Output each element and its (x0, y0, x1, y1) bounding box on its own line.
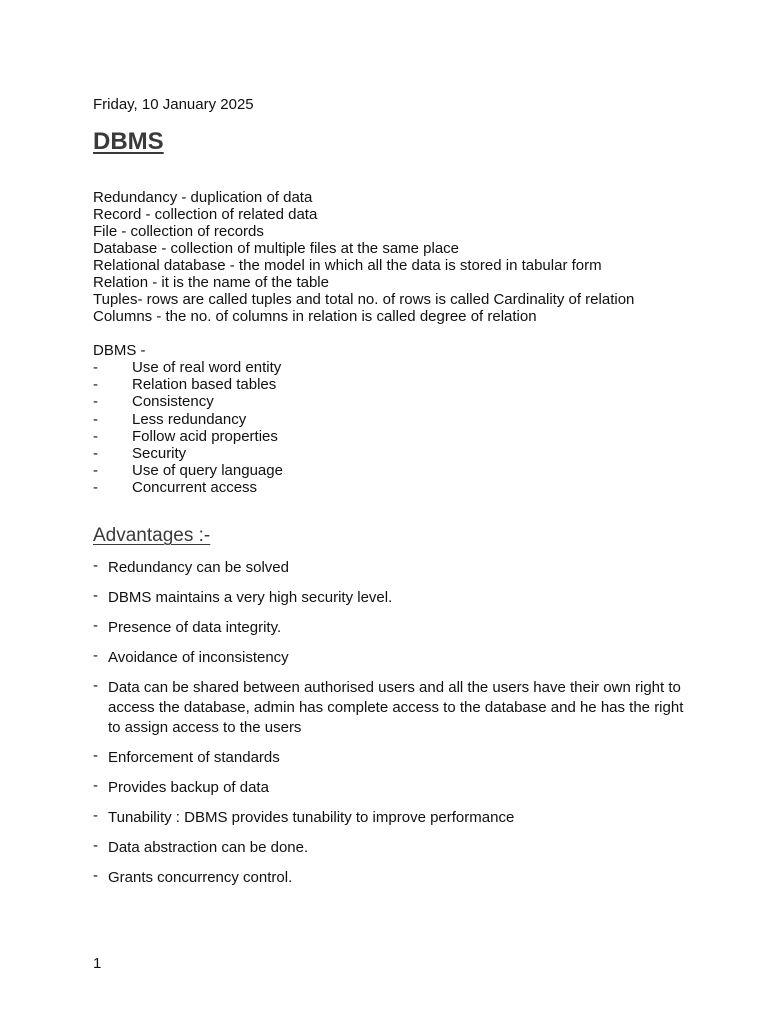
page-number: 1 (93, 955, 102, 972)
bullet-dash: - (93, 777, 98, 794)
feature-item (93, 376, 283, 393)
document-page (93, 0, 743, 1024)
advantage-text: Grants concurrency control. (108, 869, 293, 886)
feature-text: Use of query language (132, 462, 283, 480)
advantage-text: Presence of data integrity. (108, 619, 282, 636)
feature-item (93, 359, 283, 376)
bullet-dash: - (93, 837, 98, 854)
advantage-item (93, 618, 693, 638)
feature-text: Use of real word entity (132, 359, 282, 376)
feature-text: Consistency (132, 393, 214, 411)
advantage-item (93, 838, 693, 858)
definition-item: File - collection of records (93, 223, 264, 240)
bullet-dash: - (93, 410, 98, 428)
features-heading: DBMS - (93, 342, 146, 359)
feature-text: Security (132, 445, 187, 463)
definition-item: Relational database - the model in which all the data is stored in tabular form (93, 257, 602, 274)
bullet-dash: - (93, 807, 98, 824)
bullet-dash: - (93, 427, 98, 445)
bullet-dash: - (93, 617, 98, 634)
advantage-text: Data can be shared between authorised users and all the users have their own right to access the database, admin has complete access to the database and he has the right to assign access to the users (108, 679, 684, 736)
advantage-text: DBMS maintains a very high security level. (108, 589, 393, 606)
bullet-dash: - (93, 647, 98, 664)
bullet-dash: - (93, 393, 98, 411)
definition-item: Database - collection of multiple files at the same place (93, 240, 460, 257)
advantage-text: Redundancy can be solved (108, 559, 289, 576)
bullet-dash: - (93, 867, 98, 884)
advantages-heading: Advantages :- (93, 525, 211, 546)
advantage-text: Tunability : DBMS provides tunability to improve performance (108, 809, 515, 826)
bullet-dash: - (93, 359, 98, 376)
feature-text: Follow acid properties (132, 427, 278, 445)
advantage-text: Provides backup of data (108, 779, 269, 796)
advantage-text: Avoidance of inconsistency (108, 649, 289, 666)
feature-item (93, 411, 283, 428)
features-list (93, 359, 283, 497)
feature-text: Concurrent access (132, 479, 258, 497)
advantage-item (93, 678, 693, 738)
feature-item (93, 462, 283, 479)
bullet-dash: - (93, 376, 98, 394)
bullet-dash: - (93, 587, 98, 604)
bullet-dash: - (93, 479, 98, 497)
advantage-item (93, 808, 693, 828)
page-title: DBMS (93, 128, 164, 155)
definitions-list (93, 189, 634, 325)
feature-item (93, 479, 283, 496)
advantage-text: Data abstraction can be done. (108, 839, 309, 856)
feature-text: Less redundancy (132, 410, 247, 428)
feature-item (93, 428, 283, 445)
advantage-item (93, 648, 693, 668)
definition-item: Relation - it is the name of the table (93, 274, 329, 291)
bullet-dash: - (93, 445, 98, 463)
advantages-list (93, 558, 693, 898)
note-date: Friday, 10 January 2025 (93, 96, 254, 113)
definition-item: Redundancy - duplication of data (93, 189, 313, 206)
definition-item: Columns - the no. of columns in relation is called degree of relation (93, 308, 537, 325)
definition-item: Tuples- rows are called tuples and total no. of rows is called Cardinality of relation (93, 291, 635, 308)
feature-item (93, 393, 283, 410)
advantage-text: Enforcement of standards (108, 749, 280, 766)
advantage-item (93, 868, 693, 888)
advantage-item (93, 778, 693, 798)
feature-text: Relation based tables (132, 376, 277, 394)
advantage-item (93, 588, 693, 608)
definition-item: Record - collection of related data (93, 206, 318, 223)
feature-item (93, 445, 283, 462)
advantage-item (93, 558, 693, 578)
advantage-item (93, 748, 693, 768)
bullet-dash: - (93, 557, 98, 574)
bullet-dash: - (93, 747, 98, 764)
bullet-dash: - (93, 462, 98, 480)
bullet-dash: - (93, 677, 98, 694)
